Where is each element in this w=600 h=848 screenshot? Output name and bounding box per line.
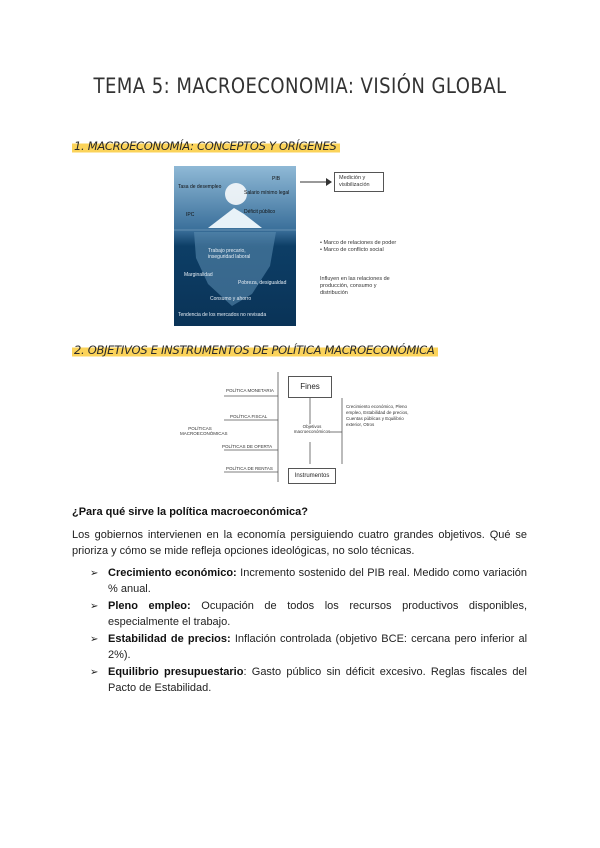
iceberg-label-ipc: IPC [186,212,195,218]
label-rentas: POLÍTICA DE RENTAS [226,466,273,471]
arrow-bullet-icon: ➢ [90,667,99,678]
iceberg-label-pib: PIB [272,176,281,182]
list-item: ➢ Estabilidad de precios: Inflación controlada (objetivo BCE: cercana pero inferior al 2%). [90,633,528,661]
label-politicas: POLÍTICAS MACROECONÓMICAS [180,426,228,436]
iceberg-label-marginalidad: Marginalidad [184,272,213,278]
iceberg-label-trabajo: Trabajo precario, inseguridad laboral [208,248,251,260]
iceberg-figure [174,166,296,326]
objectives-list [90,566,527,698]
instrumentos-box: Instrumentos [288,468,336,484]
iceberg-label-tasa: Tasa de desempleo [178,184,222,190]
iceberg-label-pobreza: Pobreza, desigualdad [238,280,287,286]
question-heading: ¿Para qué sirve la política macroeconómica? [72,506,308,518]
list-item: ➢ Equilibrio presupuestario: Gasto público sin déficit excesivo. Reglas fiscales del Pacto de Estabilidad. [90,666,527,694]
label-fiscal: POLÍTICA FISCAL [230,414,268,419]
fines-box: Fines [288,376,332,398]
iceberg-label-salario: Salario mínimo legal [244,190,290,196]
label-monetaria: POLÍTICA MONETARIA [226,388,274,393]
iceberg-label-deficit: Déficit público [244,209,276,215]
arrow-bullet-icon: ➢ [90,601,99,612]
arrow-bullet-icon: ➢ [90,568,99,579]
iceberg-note: Influyen en las relaciones de producción, consumo y distribución [320,276,390,296]
arrow-bullet-icon: ➢ [90,634,99,645]
arrow-right-icon [300,175,332,189]
label-oferta: POLÍTICAS DE OFERTA [222,444,273,449]
list-item: ➢ Crecimiento económico: Incremento sostenido del PIB real. Medido como variación % anual. [90,567,528,595]
objectives-diagram [180,368,420,486]
section-heading-1: 1. MACROECONOMÍA: CONCEPTOS Y ORÍGENES [72,138,340,154]
intro-paragraph: Los gobiernos intervienen en la economía persiguiendo cuatro grandes objetivos. Qué se prioriza y cómo se mide refleja opciones ideológicas, no solo técnicas. [72,529,527,557]
iceberg-label-tendencia: Tendencia de los mercados no revisada [178,312,267,318]
visibility-box: Medición y visibilización [334,172,384,192]
page-title: TEMA 5: MACROECONOMIA: VISIÓN GLOBAL [93,74,507,98]
power-bullet-1: • Marco de relaciones de poder [320,240,397,246]
section-heading-2: 2. OBJETIVOS E INSTRUMENTOS DE POLÍTICA MACROECONÓMICA [72,342,438,358]
power-bullets [320,240,420,254]
fines-list: Crecimiento económico, Pleno empleo, Estabilidad de precios, Cuentas públicas y Equilibrio exterior, Otros [346,404,409,427]
power-bullet-2: • Marco de conflicto social [320,247,384,253]
list-item: ➢ Pleno empleo: Ocupación de todos los recursos productivos disponibles, especialmente el trabajo. [90,600,527,628]
iceberg-label-consumo: Consumo y ahorro [210,296,252,302]
objectives-label: Objetivos macroeconómicos [293,424,331,434]
